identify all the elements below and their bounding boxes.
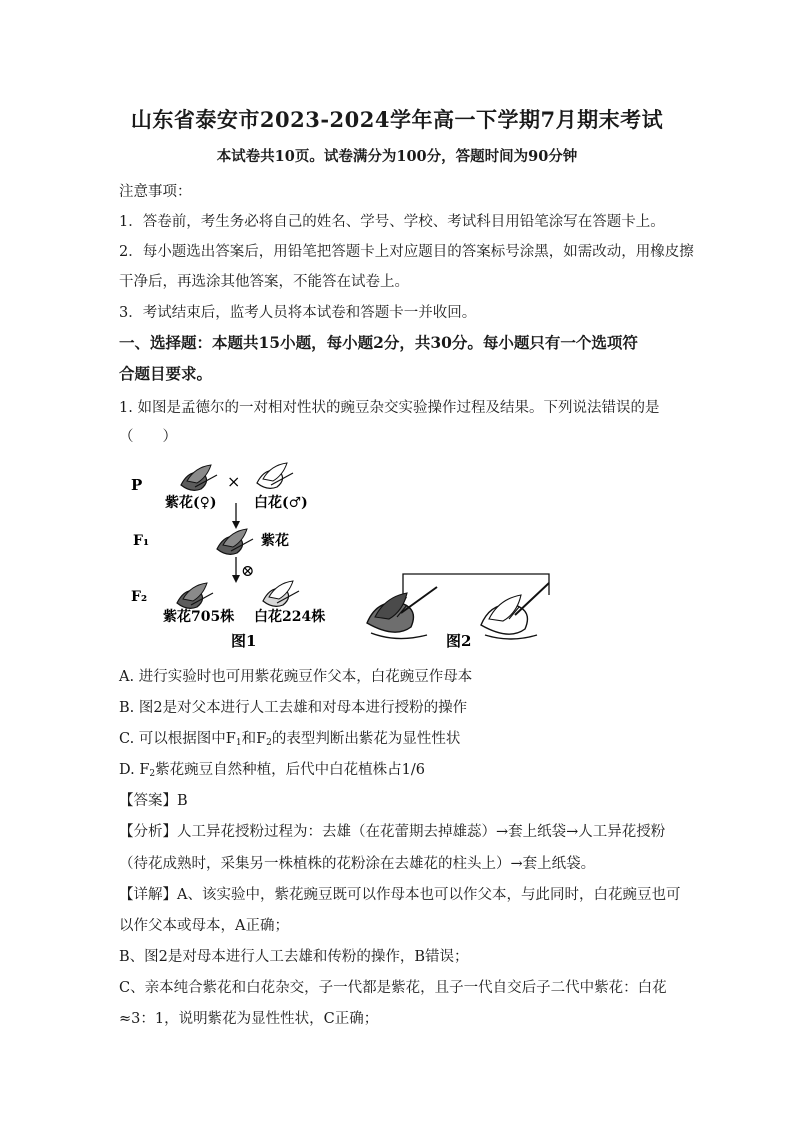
f2-purple-count-label: 紫花705株 (163, 609, 235, 625)
figure-2-caption: 图2 (446, 632, 472, 650)
notes-item-3: 3．考试结束后，监考人员将本试卷和答题卡一并收回。 (119, 305, 477, 321)
p-generation-label: P (131, 476, 143, 494)
analysis-line-1: 【分析】人工异花授粉过程为：去雄（在花蕾期去掉雄蕊）→套上纸袋→人工异花授粉 (119, 824, 666, 840)
emasculated-purple-flower-icon (367, 587, 437, 639)
question-stem-line-1: 1. 如图是孟德尔的一对相对性状的豌豆杂交实验操作过程及结果。下列说法错误的是 (119, 400, 660, 416)
page-title: 山东省泰安市2023-2024学年高一下学期7月期末考试 (130, 107, 664, 132)
option-b: B. 图2是对父本进行人工去雄和对母本进行授粉的操作 (119, 700, 468, 716)
f2-white-flower-icon (263, 581, 299, 606)
figure-1-caption: 图1 (231, 632, 257, 650)
cross-symbol: × (227, 472, 241, 491)
detail-line-1: 【详解】A、该实验中，紫花豌豆既可以作母本也可以作父本，与此同时，白花豌豆也可 (119, 887, 681, 903)
f1-generation-label: F₁ (133, 533, 150, 549)
arrow-down-icon (232, 521, 240, 529)
selfing-symbol: ⊗ (241, 561, 255, 580)
white-parent-label: 白花(♂) (254, 495, 308, 511)
option-c: C. 可以根据图中$F_1$和$F_2$的表型判断出紫花为显性性状 (119, 731, 461, 748)
option-a: A. 进行实验时也可用紫花豌豆作父本，白花豌豆作母本 (119, 669, 473, 685)
purple-flower-icon (181, 465, 217, 490)
purple-parent-label: 紫花(♀) (165, 495, 217, 511)
white-flower-icon (257, 463, 293, 488)
notes-heading: 注意事项： (119, 184, 192, 200)
notes-item-2-line-1: 2．每小题选出答案后，用铅笔把答题卡上对应题目的答案标号涂黑，如需改动，用橡皮擦 (119, 244, 694, 260)
notes-item-1: 1．答卷前，考生务必将自己的姓名、学号、学校、考试科目用铅笔涂写在答题卡上。 (119, 214, 665, 230)
page-subtitle: 本试卷共10页。试卷满分为100分，答题时间为90分钟 (216, 148, 578, 165)
notes-item-2-line-2: 干净后，再选涂其他答案，不能答在试卷上。 (119, 274, 409, 290)
pea-cross-figure (119, 455, 579, 655)
white-flower-pollen-donor-icon (481, 583, 549, 639)
arrow-down-icon (232, 575, 240, 583)
section-heading-line-1: 一、选择题：本题共15小题，每小题2分，共30分。每小题只有一个选项符 (119, 333, 638, 352)
detail-c-line-1: C、亲本纯合紫花和白花杂交，子一代都是紫花，且子一代自交后子二代中紫花：白花 (119, 980, 667, 996)
section-heading-line-2: 合题目要求。 (119, 364, 213, 383)
f2-white-count-label: 白花224株 (254, 609, 326, 625)
detail-b: B、图2是对母本进行人工去雄和传粉的操作，B错误； (119, 949, 469, 965)
option-d: D. $F_2$紫花豌豆自然种植，后代中白花植株占1/6 (119, 762, 425, 779)
f2-generation-label: F₂ (131, 589, 148, 605)
detail-c-line-2: ≈3：1，说明紫花为显性性状，C正确； (119, 1011, 379, 1027)
f2-purple-flower-icon (177, 583, 213, 608)
question-stem-line-2: （ ） (119, 429, 177, 445)
analysis-line-2: （待花成熟时，采集另一株植株的花粉涂在去雄花的柱头上）→套上纸袋。 (119, 856, 596, 872)
answer-label: 【答案】B (119, 793, 188, 809)
f1-purple-flower-icon (217, 529, 253, 554)
detail-line-2: 以作父本或母本，A正确； (119, 918, 289, 934)
f1-purple-label: 紫花 (261, 533, 289, 549)
